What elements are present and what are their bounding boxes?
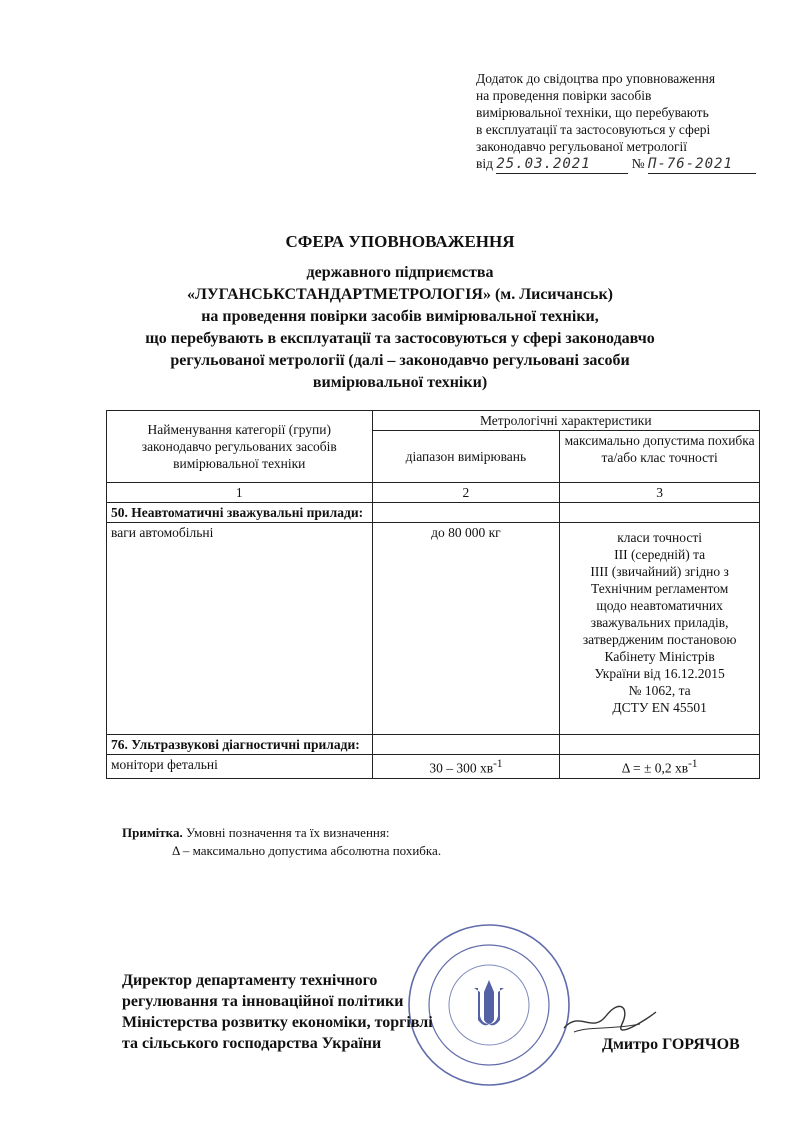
annex-line: законодавчо регульованої метрології — [476, 139, 687, 154]
signature-line: регулювання та інноваційної політики — [122, 993, 404, 1010]
signatory-name: Дмитро ГОРЯЧОВ — [602, 1036, 740, 1053]
empty-cell — [560, 503, 760, 523]
subtitle-line: що перебувають в експлуатації та застосовуються у сфері законодавчо — [145, 330, 655, 347]
signature-block — [122, 970, 433, 1054]
date-value: 25.03.2021 — [496, 156, 591, 172]
note-label: Примітка. — [122, 825, 183, 840]
range-value: 30 – 300 хв — [429, 760, 494, 776]
header-metrological: Метрологічні характеристики — [372, 411, 759, 431]
number-field — [648, 155, 756, 174]
signature-line: та сільського господарства України — [122, 1035, 382, 1052]
range-unit-exponent: -1 — [493, 758, 503, 770]
empty-cell — [560, 735, 760, 755]
empty-cell — [372, 735, 560, 755]
note-heading — [122, 824, 441, 842]
subtitle-line: регульованої метрології (далі – законодавчо регульовані засоби — [170, 352, 630, 369]
item-accuracy — [560, 755, 760, 779]
date-field — [496, 155, 628, 174]
number-prefix: № — [631, 156, 645, 171]
column-number: 1 — [107, 483, 373, 503]
note-definition: Δ – максимально допустима абсолютна похибка. — [172, 843, 442, 858]
item-range: до 80 000 кг — [372, 523, 560, 735]
accuracy-line: щодо неавтоматичних — [596, 598, 723, 613]
accuracy-line: затвердженим постановою — [582, 632, 737, 647]
accuracy-line: Кабінету Міністрів — [604, 649, 715, 664]
category-row: 50. Неавтоматичні зважувальні прилади: — [107, 503, 373, 523]
accuracy-line: ДСТУ EN 45501 — [612, 700, 707, 715]
header-range: діапазон вимірювань — [372, 431, 560, 483]
column-number: 2 — [372, 483, 560, 503]
accuracy-line: України від 16.12.2015 — [594, 666, 725, 681]
annex-line: на проведення повірки засобів — [476, 88, 652, 103]
accuracy-line: № 1062, та — [628, 683, 691, 698]
trident-icon — [474, 980, 504, 1025]
empty-cell — [372, 503, 560, 523]
accuracy-unit-exponent: -1 — [688, 758, 698, 770]
category-row: 76. Ультразвукові діагностичні прилади: — [107, 735, 373, 755]
accuracy-line: класи точності — [617, 530, 702, 545]
signature-line: Міністерства розвитку економіки, торгівлі — [122, 1014, 433, 1031]
header-category: Найменування категорії (групи) законодавчо регульованих засобів вимірювальної техніки — [107, 411, 373, 483]
note — [122, 824, 441, 860]
annex-line: в експлуатації та застосовуються у сфері — [476, 122, 711, 137]
scope-table — [106, 410, 760, 779]
subtitle-line: «ЛУГАНСЬКСТАНДАРТМЕТРОЛОГІЯ» (м. Лисичанськ) — [187, 286, 613, 303]
annex-note — [476, 70, 776, 174]
note-text: Умовні позначення та їх визначення: — [182, 825, 390, 840]
subtitle-line: на проведення повірки засобів вимірювальної техніки, — [201, 308, 599, 325]
handwritten-signature — [560, 1000, 660, 1040]
subtitle-line: вимірювальної техніки) — [312, 374, 488, 391]
accuracy-line: зважувальних приладів, — [590, 615, 729, 630]
document-title: СФЕРА УПОВНОВАЖЕННЯ — [285, 232, 515, 251]
signature-line: Директор департаменту технічного — [122, 972, 378, 989]
annex-line: вимірювальної техніки, що перебувають — [476, 105, 709, 120]
date-prefix: від — [476, 156, 493, 171]
column-number: 3 — [560, 483, 760, 503]
document-subtitle — [0, 262, 800, 394]
number-value: П-76-2021 — [648, 156, 733, 172]
accuracy-line: Технічним регламентом — [590, 581, 729, 596]
item-name: ваги автомобільні — [107, 523, 373, 735]
item-accuracy — [560, 523, 760, 735]
accuracy-line: III (середній) та — [614, 547, 706, 562]
annex-date-row — [476, 155, 776, 174]
item-range — [372, 755, 560, 779]
accuracy-line: IIII (звичайний) згідно з — [590, 564, 729, 579]
subtitle-line: державного підприємства — [306, 264, 494, 281]
accuracy-value: Δ = ± 0,2 хв — [621, 760, 689, 776]
item-name: монітори фетальні — [107, 755, 373, 779]
annex-line: Додаток до свідоцтва про уповноваження — [476, 71, 716, 86]
header-accuracy: максимально допустима похибка та/або клас точності — [560, 431, 760, 483]
